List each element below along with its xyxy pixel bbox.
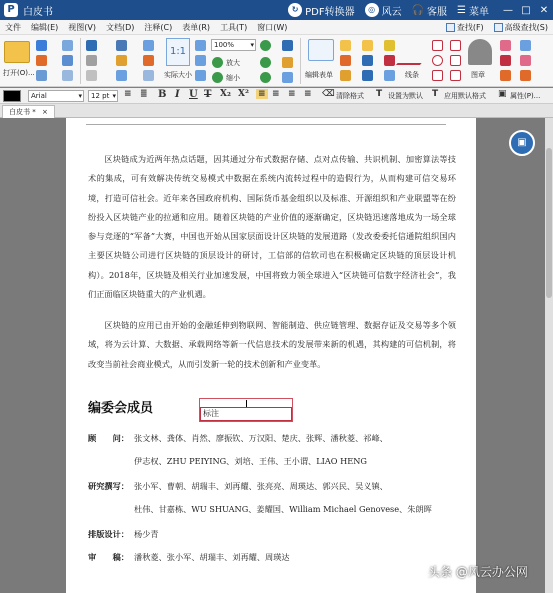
find-button[interactable]	[441, 22, 489, 33]
scan-icon[interactable]	[62, 55, 73, 66]
area-icon[interactable]	[520, 55, 531, 66]
underline-tool-icon[interactable]	[384, 55, 395, 66]
member-row-design	[88, 528, 159, 540]
edit-form-label[interactable]: 编辑表单	[305, 71, 333, 79]
align-justify-icon[interactable]: ≡	[304, 89, 312, 99]
ribbon-separator	[80, 38, 81, 84]
bold-button[interactable]: B	[158, 89, 167, 100]
member-row-writers	[88, 480, 388, 492]
member-label: 顾 问：	[88, 433, 129, 443]
typewriter-icon[interactable]	[362, 55, 373, 66]
hand-tool-icon[interactable]	[116, 40, 127, 51]
align-right-icon[interactable]: ≡	[288, 89, 296, 99]
snapshot-icon[interactable]	[116, 70, 127, 81]
scrollbar-thumb[interactable]	[546, 148, 552, 298]
subscript-button[interactable]: X₂	[220, 89, 231, 99]
highlight-icon[interactable]	[384, 40, 395, 51]
measure-icon[interactable]	[500, 70, 511, 81]
member-names: 张文林、龚体、肖然、廖振钦、万汉阳、楚庆、张辉、潘秋菱、祁峰、	[134, 433, 388, 443]
zoom-select[interactable]: 100% ▾	[211, 39, 256, 51]
menu-window[interactable]: 窗口(W)	[257, 22, 288, 32]
actual-size-label[interactable]: 实际大小	[164, 71, 192, 79]
menu-icon: ☰	[457, 4, 466, 16]
member-label: 排版设计：	[88, 529, 129, 539]
open-folder-icon[interactable]	[4, 41, 30, 63]
actual-size-icon[interactable]: 1:1	[166, 38, 190, 66]
annotation-text-field[interactable]: 标注	[200, 407, 292, 421]
find-icon	[446, 23, 455, 32]
align-left-icon[interactable]: ≡	[258, 89, 266, 99]
fengyun-icon: ◎	[365, 3, 379, 17]
mail-icon[interactable]	[36, 70, 47, 81]
paragraph-2: 区块链的应用已由开始的金融延伸到物联网、智能制造、供应链管理、数据存证及交易等多个领域，将为云计算、大数据、承载网络等新一代信息技术的发展带来新的机遇，其构建的可信机制，将改变当前社会商业模式，从而引发新一轮的技术创新和产业变革。	[88, 320, 456, 369]
app-logo-icon: P	[4, 3, 18, 17]
layers-icon[interactable]	[282, 72, 293, 83]
italic-button[interactable]: I	[175, 89, 180, 100]
menu-file[interactable]: 文件	[5, 22, 21, 32]
window-title: 白皮书	[23, 6, 53, 18]
text-align-icon[interactable]: ≡	[124, 89, 132, 99]
support-label: 客服	[427, 6, 448, 18]
tab-close-icon[interactable]: ×	[41, 108, 48, 116]
tab-label: 白皮书 *	[9, 108, 36, 116]
marquee-icon[interactable]	[143, 70, 154, 81]
ribbon-toolbar	[0, 35, 553, 87]
member-names: 杨少青	[134, 529, 159, 539]
perimeter-icon[interactable]	[520, 70, 531, 81]
member-names: 潘秋菱、张小军、胡瑞丰、刘再耀、周瑛达	[134, 552, 290, 562]
polyline-icon[interactable]	[450, 70, 461, 81]
member-row-advisors	[88, 432, 388, 444]
document-tab-bar	[0, 104, 553, 118]
pdf-icon[interactable]	[36, 55, 47, 66]
member-names: 张小军、曹朝、胡瑞丰、刘再耀、张亮亮、周瑛达、郭兴民、吴义镇、	[134, 481, 388, 491]
text-color-picker[interactable]	[3, 90, 21, 102]
note-icon[interactable]	[362, 40, 373, 51]
close-button[interactable]: ✕	[539, 4, 549, 16]
paragraph-1: 区块链成为近两年热点话题，因其通过分布式数据存储、点对点传输、共识机制、加密算法等技术的集成，可有效解决传统交易模式中数据在系统内流转过程中的造假行为，从而构建可信交易环境，打造可信社会。近年来各国政府机构、国际货币基金组织以及标准、开源组织和产业联盟等在纷纷投入区块链产业的拉通和应用。随着区块链的产业价值的逐渐确定，区块链迅速落地成为一场全球参与竞逐的“军备”大赛，中国也开始从国家层面设计区块链的发展道路（发改委委托信通院组织国内主要区块链公司进行区块链的顶层设计的研讨，工信部的信软司也在积极确定区块链的顶层设计机构）。2018年，区块链及相关行业加速发展，中国将致力领全球进入“区块链可信数字经济社会”，我们正面临区块链重大的产业机遇。	[88, 154, 456, 300]
fit-width-icon[interactable]	[195, 55, 206, 66]
tab-document[interactable]	[2, 105, 55, 118]
save-icon[interactable]	[36, 40, 47, 51]
select-tool-icon[interactable]	[116, 55, 127, 66]
set-default-icon[interactable]: T	[376, 89, 383, 99]
copy-icon[interactable]	[86, 70, 97, 81]
text-tool-icon[interactable]	[340, 40, 351, 51]
ribbon-separator	[300, 38, 301, 84]
zoom-in-circle-icon[interactable]	[260, 40, 271, 51]
pdf-converter-button[interactable]	[288, 3, 354, 18]
clear-format-button[interactable]: 清除格式	[336, 92, 364, 100]
sound-icon[interactable]	[384, 70, 395, 81]
cloud-icon[interactable]	[450, 40, 461, 51]
menu-edit[interactable]: 编辑(E)	[31, 22, 59, 32]
minimize-button[interactable]: —	[503, 4, 513, 16]
member-names-continued: 伊志权、ZHU PEIYING、刘培、王伟、王小谓、LIAO HENG	[134, 456, 367, 466]
clear-format-icon[interactable]: ⌫	[322, 89, 335, 99]
ellipse-icon[interactable]	[432, 55, 443, 66]
vertical-scrollbar[interactable]	[545, 118, 553, 593]
font-size-select[interactable]: 12 pt ▾	[88, 90, 118, 102]
advanced-find-icon	[494, 23, 503, 32]
stamp-icon[interactable]	[468, 39, 492, 65]
support-button[interactable]	[412, 3, 447, 18]
properties-button[interactable]: 属性(P)...	[510, 92, 541, 100]
zoom-out-label[interactable]: 缩小	[226, 74, 240, 82]
refresh-icon[interactable]	[260, 72, 271, 83]
find-label: 查找(F)	[456, 22, 484, 32]
menu-comment[interactable]: 注释(C)	[144, 22, 173, 32]
eraser-icon[interactable]	[500, 40, 511, 51]
main-menu-label: 菜单	[469, 6, 489, 18]
rectangle-icon[interactable]	[432, 40, 443, 51]
member-row-review	[88, 551, 290, 563]
page-icon[interactable]	[62, 70, 73, 81]
strikethrough-button[interactable]: T	[204, 89, 212, 100]
arrow-icon[interactable]	[450, 55, 461, 66]
apply-default-icon[interactable]: T	[432, 89, 439, 99]
rotate-icon[interactable]	[260, 57, 271, 68]
main-menu-button[interactable]	[457, 3, 489, 18]
menu-form[interactable]: 表单(R)	[182, 22, 211, 32]
underline-button[interactable]: U	[189, 89, 198, 100]
pages-icon[interactable]	[282, 40, 293, 51]
document-page[interactable]	[66, 118, 476, 593]
page-header-line	[86, 124, 446, 125]
distance-icon[interactable]	[520, 40, 531, 51]
link-tool-icon[interactable]	[340, 70, 351, 81]
format-bar	[0, 88, 553, 104]
member-label: 审 稿：	[88, 552, 129, 562]
align-center-icon[interactable]: ≡	[272, 89, 280, 99]
properties-icon[interactable]: ▣	[498, 89, 507, 99]
watermark-text: 头条 @风云办公网	[428, 565, 528, 579]
menu-document[interactable]: 文档(D)	[106, 22, 135, 32]
print-icon[interactable]	[62, 40, 73, 51]
headset-icon: 🎧	[411, 4, 425, 16]
zoom-in-label[interactable]: 放大	[226, 59, 240, 67]
document-workspace[interactable]	[0, 118, 553, 593]
converter-icon: ↻	[288, 3, 302, 17]
image-tool-icon[interactable]	[340, 55, 351, 66]
stamp-label[interactable]: 图章	[471, 71, 485, 79]
apply-default-button[interactable]: 应用默认格式	[444, 92, 486, 100]
fengyun-float-icon: ▣	[517, 137, 527, 148]
text-cursor	[246, 400, 247, 407]
lines-label[interactable]: 线条	[405, 71, 419, 79]
fengyun-label: 风云	[381, 6, 402, 18]
set-default-button[interactable]: 设置为默认	[388, 92, 423, 100]
advanced-find-button[interactable]	[489, 22, 553, 33]
list-icon[interactable]: ≣	[140, 89, 148, 99]
fengyun-button[interactable]	[365, 3, 402, 18]
fit-visible-icon[interactable]	[195, 70, 206, 81]
menu-tools[interactable]: 工具(T)	[220, 22, 248, 32]
bookmark-icon[interactable]	[282, 57, 293, 68]
pencil-icon[interactable]	[500, 55, 511, 66]
edit-form-icon[interactable]	[308, 39, 334, 61]
fit-page-icon[interactable]	[195, 40, 206, 51]
menu-view[interactable]: 视图(V)	[68, 22, 97, 32]
section-heading: 编委会成员	[88, 401, 154, 416]
zoom-in-icon[interactable]	[212, 57, 223, 68]
font-family-select[interactable]: Arial ▾	[28, 90, 84, 102]
menu-bar	[0, 20, 553, 35]
member-names-continued: 杜伟、甘嘉栋、WU SHUANG、姜耀国、William Michael Genovese、朱朗晖	[134, 504, 432, 514]
advanced-find-label: 高级查找(S)	[504, 22, 548, 32]
camera-icon[interactable]	[143, 40, 154, 51]
text-select-icon[interactable]	[143, 55, 154, 66]
floating-action-button[interactable]	[509, 130, 535, 156]
polygon-icon[interactable]	[432, 70, 443, 81]
undo-icon[interactable]	[86, 40, 97, 51]
annotation-callout[interactable]	[199, 398, 293, 422]
redo-icon[interactable]	[86, 55, 97, 66]
maximize-icon[interactable]: □	[521, 4, 531, 16]
open-label[interactable]: 打开(O)...	[3, 69, 35, 77]
member-label: 研究撰写：	[88, 481, 129, 491]
pdf-converter-label: PDF转换器	[305, 6, 355, 18]
title-bar	[0, 0, 553, 20]
zoom-out-icon[interactable]	[212, 72, 223, 83]
attach-icon[interactable]	[362, 70, 373, 81]
superscript-button[interactable]: X²	[238, 89, 249, 99]
